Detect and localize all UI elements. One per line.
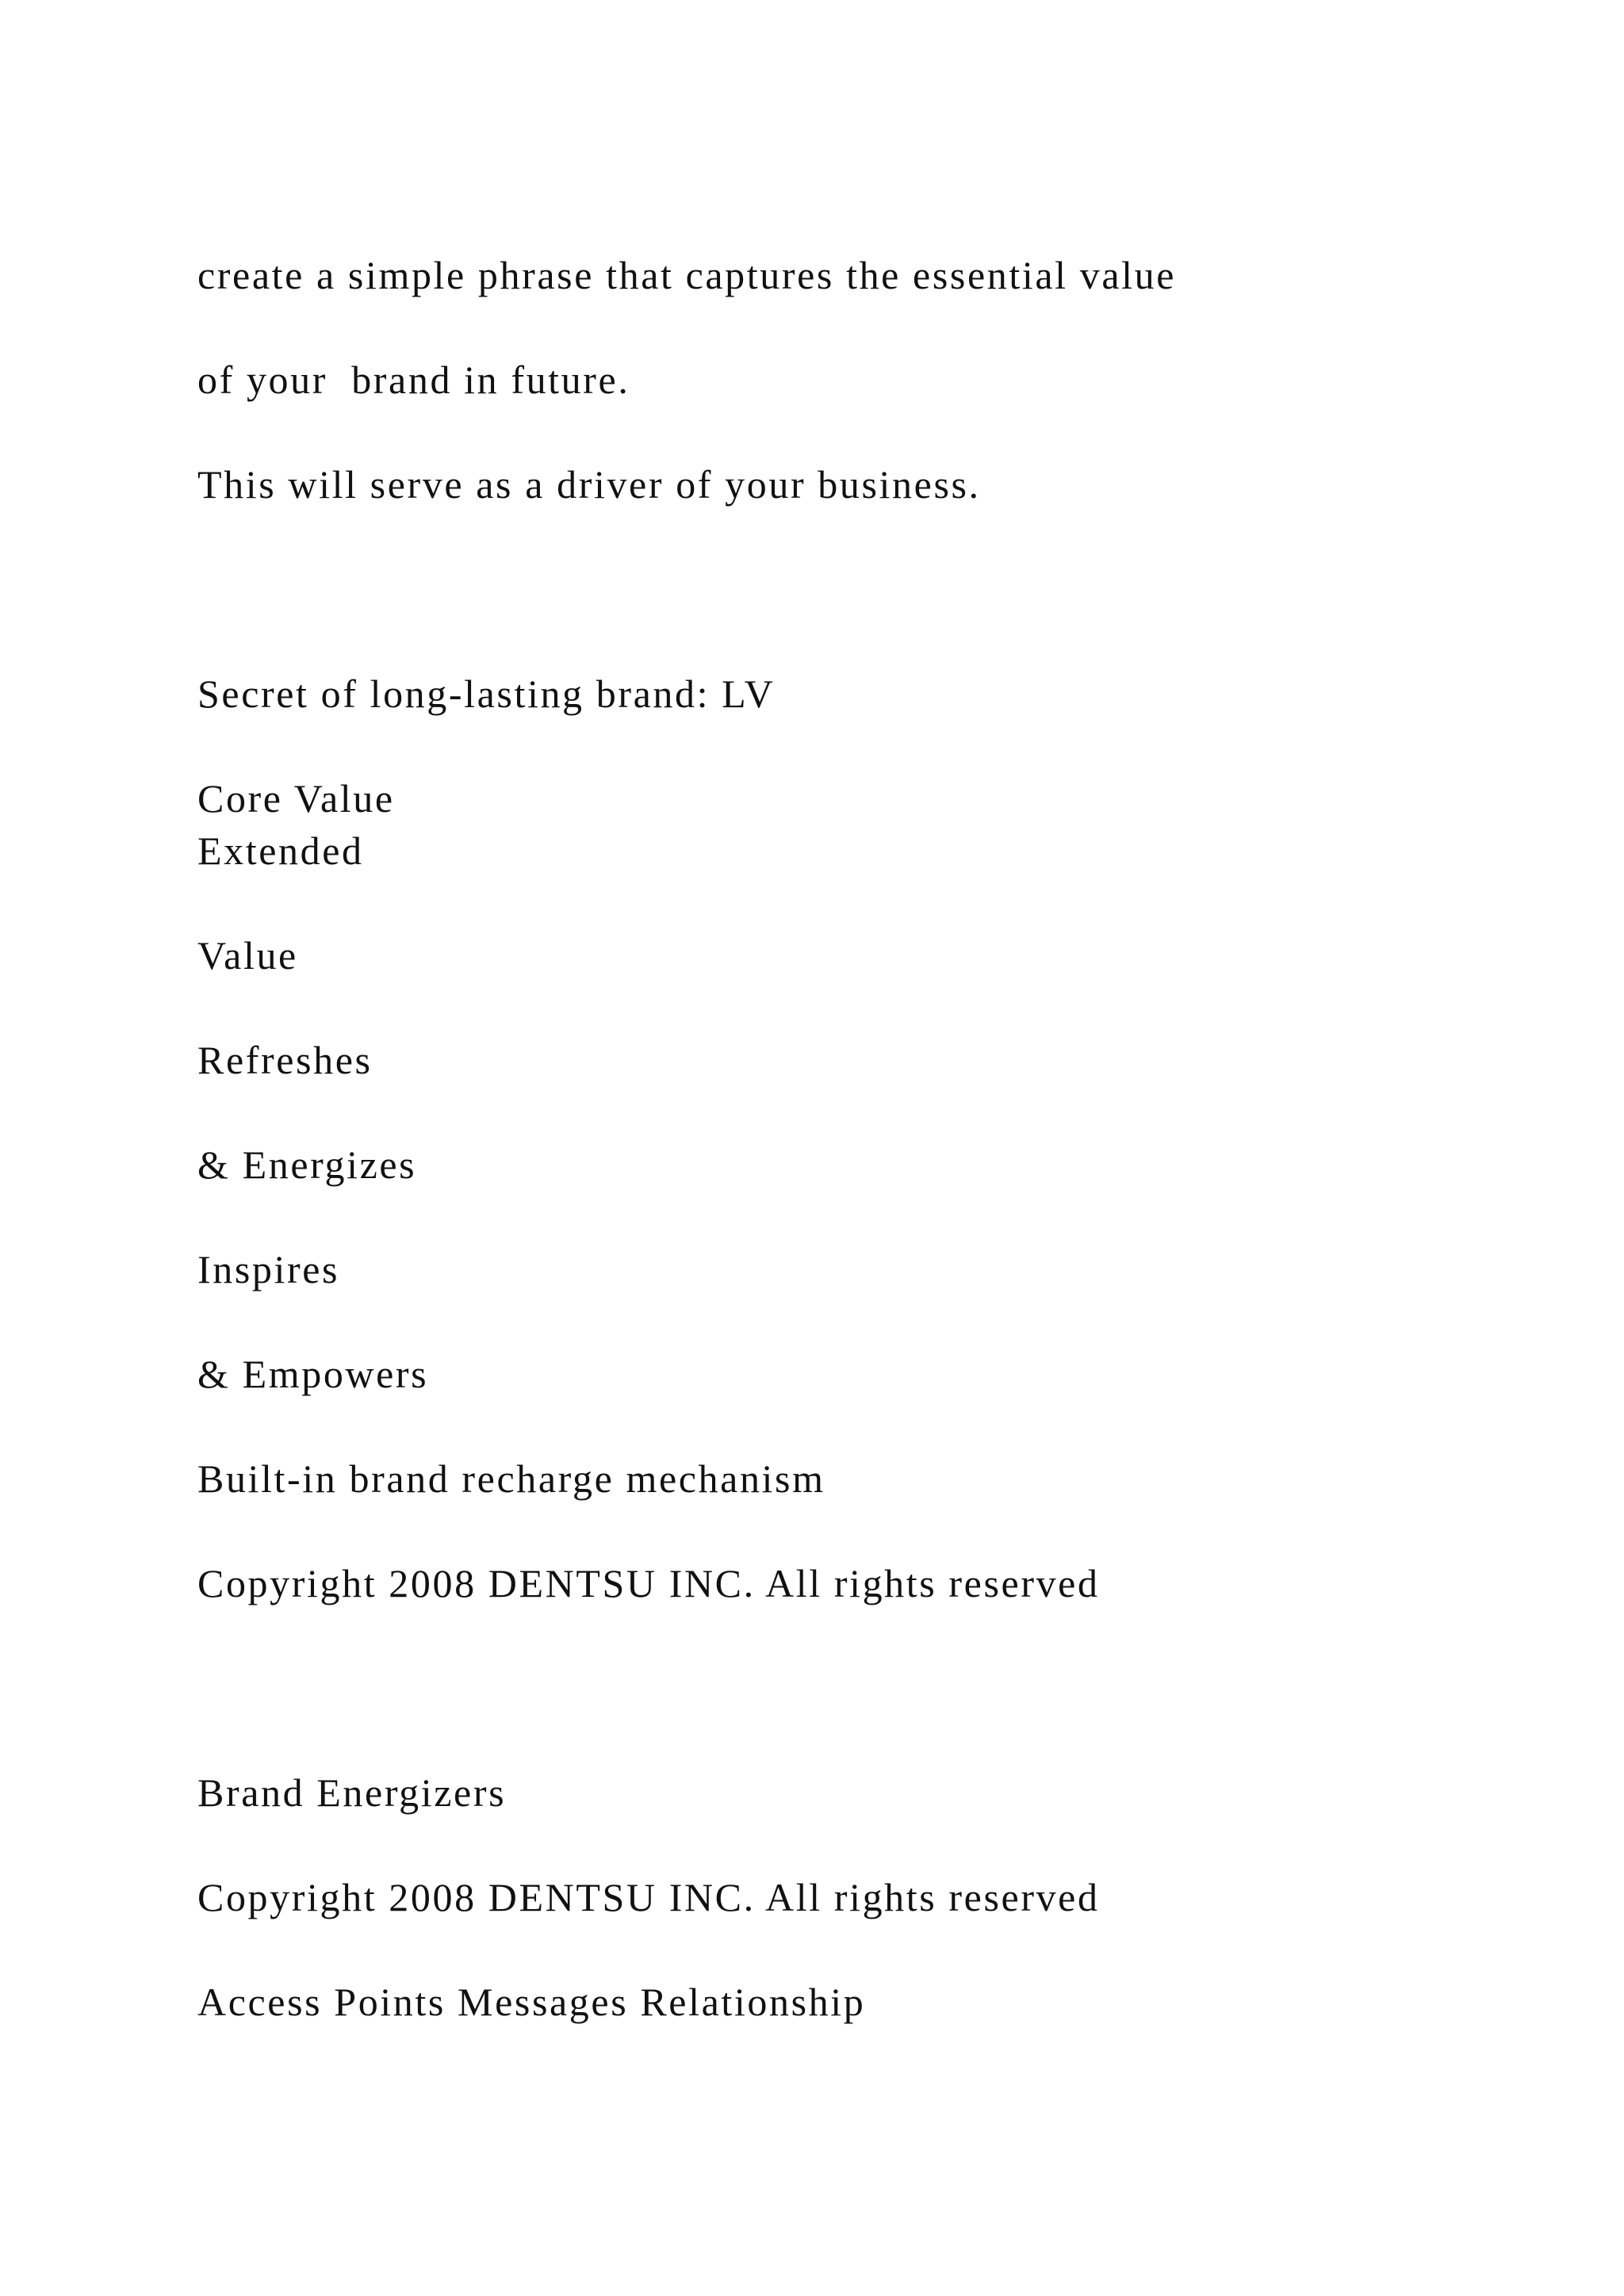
text-line-intro-2: of your brand in future.	[197, 358, 630, 402]
text-line-intro-3: This will serve as a driver of your business.	[197, 462, 981, 507]
copyright-line-1: Copyright 2008 DENTSU INC. All rights reserved	[197, 1561, 1100, 1605]
copyright-line-2: Copyright 2008 DENTSU INC. All rights reserved	[197, 1875, 1100, 1919]
text-line-access-points: Access Points Messages Relationship	[197, 1980, 866, 2024]
text-line-refreshes: Refreshes	[197, 1038, 373, 1082]
text-line-energizes: & Energizes	[197, 1142, 417, 1187]
text-line-inspires: Inspires	[197, 1247, 340, 1292]
text-line-empowers: & Empowers	[197, 1352, 429, 1396]
section-heading-brand-energizers: Brand Energizers	[197, 1770, 507, 1815]
text-line-value: Value	[197, 933, 298, 978]
text-line-recharge-mechanism: Built-in brand recharge mechanism	[197, 1456, 825, 1501]
text-line-core-value: Core Value	[197, 776, 395, 821]
text-line-extended: Extended	[197, 828, 364, 873]
text-line-intro-1: create a simple phrase that captures the essential value	[197, 253, 1177, 297]
section-heading-secret: Secret of long-lasting brand: LV	[197, 672, 776, 716]
